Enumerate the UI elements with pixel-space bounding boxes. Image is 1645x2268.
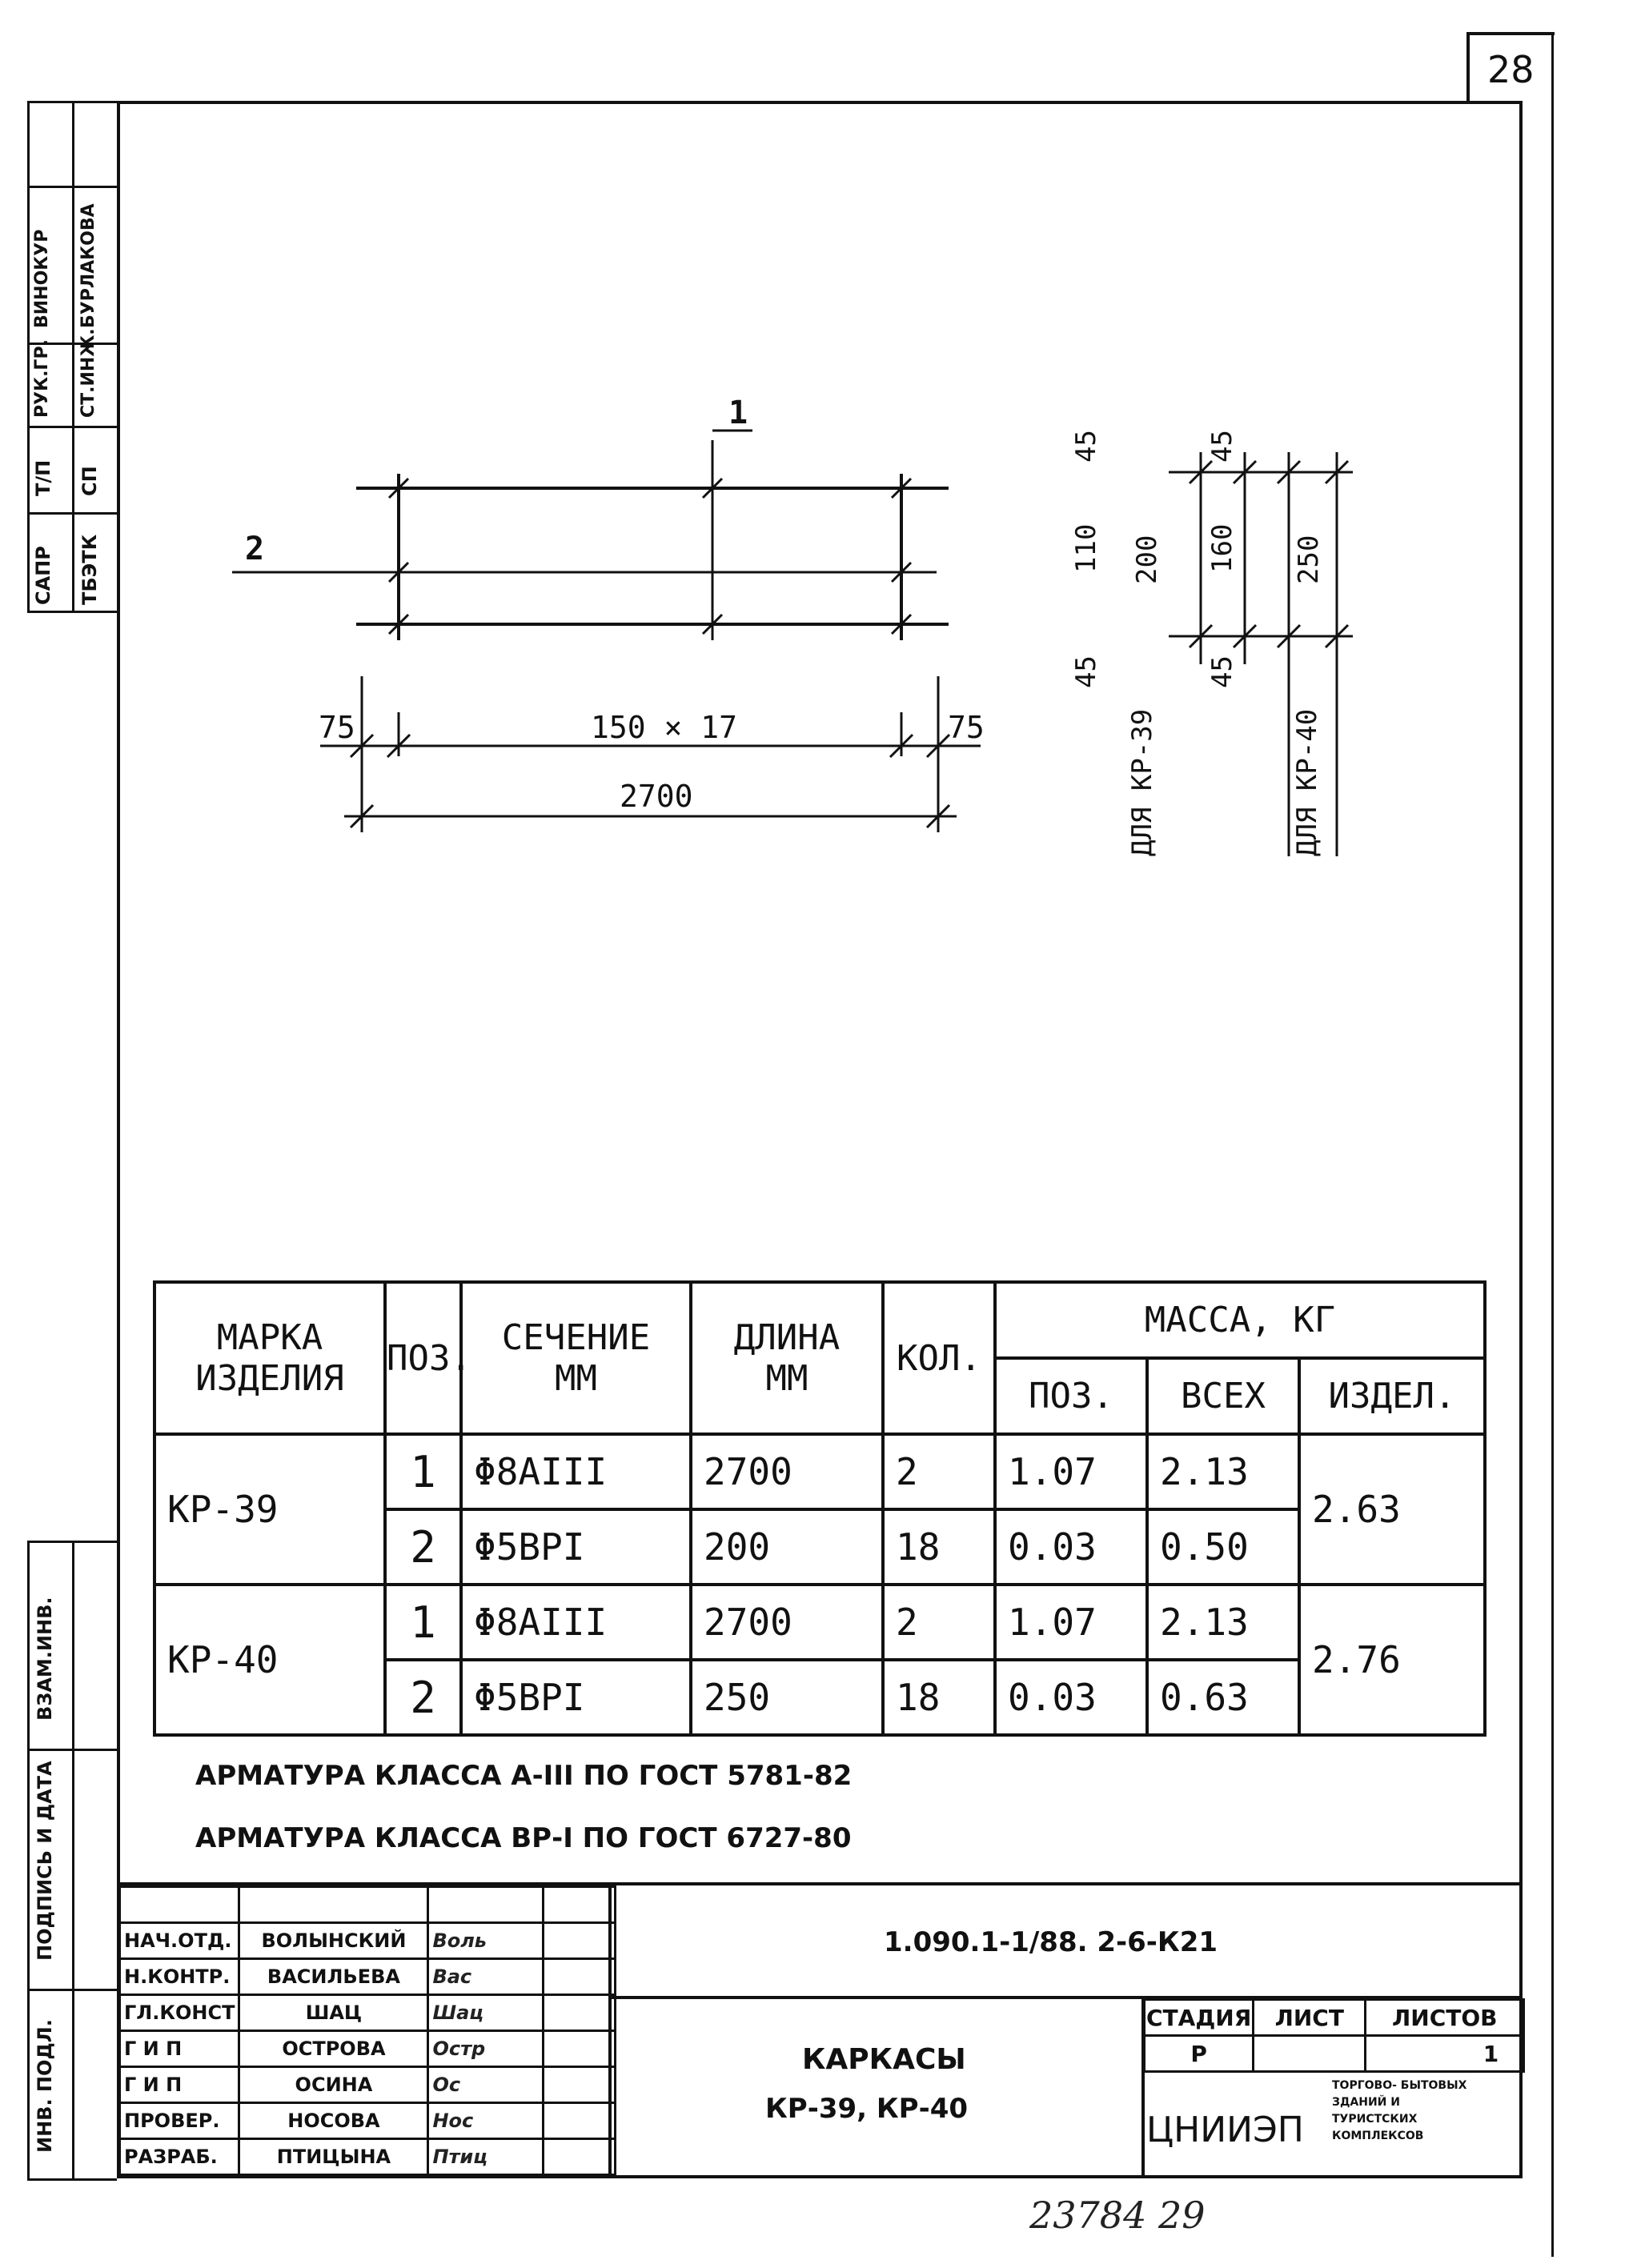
sig-role: Н.КОНТР.: [120, 1959, 239, 1995]
cell-pos: 2: [385, 1660, 461, 1735]
organization-description: ТОРГОВО- БЫТОВЫХ ЗДАНИЙ И ТУРИСТСКИХ КОМПЛЕКСОВ: [1332, 2079, 1467, 2142]
cell-qty: 2: [883, 1585, 995, 1660]
signatures-table: [118, 1885, 616, 2176]
header-mass-all: ВСЕХ: [1147, 1358, 1299, 1434]
sig-signature: Ос: [428, 2067, 544, 2103]
margin-label-sp: СП: [78, 466, 101, 496]
margin-label-podpis-data: ПОДПИСЬ И ДАТА: [34, 1761, 56, 1961]
table-row: [154, 1434, 1485, 1509]
kp39-label: ДЛЯ КР-39: [1126, 708, 1158, 856]
note-1: АРМАТУРА КЛАССА А-III ПО ГОСТ 5781-82: [195, 1760, 853, 1792]
margin-label-burlakova: БУРЛАКОВА: [78, 203, 98, 328]
cell-section: Φ5BPI: [461, 1660, 691, 1735]
sig-name: НОСОВА: [239, 2103, 428, 2139]
cell-section: Φ8AIII: [461, 1434, 691, 1509]
margin-label-tp: Т/П: [32, 459, 54, 496]
cell-length: 250: [691, 1660, 883, 1735]
cell-length: 2700: [691, 1434, 883, 1509]
kp39-dim-total: 200: [1131, 535, 1163, 584]
sheets-value: 1: [1366, 2036, 1524, 2072]
cell-pos: 2: [385, 1509, 461, 1585]
cell-length: 200: [691, 1509, 883, 1585]
cell-mark: КР-40: [154, 1585, 385, 1735]
cell-mass-pos: 1.07: [995, 1585, 1147, 1660]
signature-row: [120, 1923, 616, 1959]
stage-table: [1143, 1998, 1525, 2073]
sheet-number: 28: [1487, 48, 1535, 91]
callout-1: 1: [728, 395, 748, 431]
margin-label-stinzh: СТ.ИНЖ.: [78, 328, 98, 418]
note-2: АРМАТУРА КЛАССА ВР-I ПО ГОСТ 6727-80: [195, 1822, 852, 1854]
header-pos: ПОЗ.: [385, 1282, 461, 1434]
margin-label-tbetk: ТБЭТК: [78, 534, 101, 605]
drawing-title-line-1: КАРКАСЫ: [802, 2043, 966, 2076]
header-mass-pos: ПОЗ.: [995, 1358, 1147, 1434]
left-margin-row-1: [27, 186, 117, 188]
sig-signature: Вас: [428, 1959, 544, 1995]
cell-mass-all: 0.50: [1147, 1509, 1299, 1585]
cell-qty: 18: [883, 1509, 995, 1585]
cell-qty: 18: [883, 1660, 995, 1735]
kp39-dim-bottom: 45: [1070, 655, 1102, 688]
header-length: ДЛИНА ММ: [691, 1282, 883, 1434]
sig-role: РАЗРАБ.: [120, 2139, 239, 2175]
organization-name: ЦНИИЭП: [1146, 2110, 1304, 2150]
sig-name: ВАСИЛЬЕВА: [239, 1959, 428, 1995]
kp39-dim-top: 45: [1070, 430, 1102, 463]
cell-mark: КР-39: [154, 1434, 385, 1585]
sheet-value: [1254, 2036, 1366, 2072]
cell-pos: 1: [385, 1434, 461, 1509]
stage-label: СТАДИЯ: [1145, 2000, 1254, 2036]
signature-row: [120, 2103, 616, 2139]
margin-label-rukgr: РУК.ГР.: [32, 339, 52, 418]
sig-signature: Нос: [428, 2103, 544, 2139]
sig-role: Г И П: [120, 2067, 239, 2103]
drawing-title-line-2: КР-39, КР-40: [765, 2093, 969, 2125]
margin-label-sapr: САПР: [32, 546, 54, 605]
sig-name: ВОЛЫНСКИЙ: [239, 1923, 428, 1959]
cell-section: Φ8AIII: [461, 1585, 691, 1660]
sig-signature: Шац: [428, 1995, 544, 2031]
cell-mass-pos: 0.03: [995, 1660, 1147, 1735]
sig-signature: Воль: [428, 1923, 544, 1959]
left-margin-lower-row-2: [27, 1989, 117, 1991]
cell-mass-item: 2.63: [1299, 1434, 1485, 1585]
signature-row: [120, 2139, 616, 2175]
margin-label-vzam-inv: ВЗАМ.ИНВ.: [34, 1597, 56, 1721]
signature-row: [120, 1959, 616, 1995]
cell-mass-all: 0.63: [1147, 1660, 1299, 1735]
frame-outer-right-line: [1551, 32, 1554, 2257]
stage-value: Р: [1145, 2036, 1254, 2072]
sig-name: ОСТРОВА: [239, 2031, 428, 2067]
sig-role: Г И П: [120, 2031, 239, 2067]
sig-name: ОСИНА: [239, 2067, 428, 2103]
kp40-dim-mid: 160: [1206, 523, 1238, 573]
specification-table: [153, 1280, 1487, 1737]
header-mass: МАССА, КГ: [995, 1282, 1485, 1358]
cell-qty: 2: [883, 1434, 995, 1509]
cell-mass-pos: 0.03: [995, 1509, 1147, 1585]
frame-right-border: [1519, 101, 1523, 2178]
sig-role: ГЛ.КОНСТ: [120, 1995, 239, 2031]
cell-section: Φ5BPI: [461, 1509, 691, 1585]
kp40-dim-total: 250: [1293, 535, 1325, 584]
margin-label-inv-podl: ИНВ. ПОДЛ.: [34, 2019, 56, 2153]
kp40-dim-bottom: 45: [1206, 655, 1238, 688]
cell-mass-item: 2.76: [1299, 1585, 1485, 1735]
sig-signature: Птиц: [428, 2139, 544, 2175]
header-section: СЕЧЕНИЕ ММ: [461, 1282, 691, 1434]
kp40-label: ДЛЯ КР-40: [1291, 708, 1323, 856]
signature-row: [120, 1995, 616, 2031]
cell-mass-all: 2.13: [1147, 1434, 1299, 1509]
sheet-label: ЛИСТ: [1254, 2000, 1366, 2036]
signature-row: [120, 2031, 616, 2067]
dim-left-75: 75: [319, 710, 355, 745]
left-margin-divider: [72, 101, 74, 613]
kp40-dim-top: 45: [1206, 430, 1238, 463]
sig-name: ШАЦ: [239, 1995, 428, 2031]
left-margin-lower-divider: [72, 1541, 74, 2181]
signature-row: [120, 2067, 616, 2103]
handwritten-inventory-number: 23784 29: [1029, 2194, 1206, 2237]
table-row: [154, 1585, 1485, 1660]
document-code: 1.090.1-1/88. 2-6-К21: [884, 1926, 1218, 1958]
header-qty: КОЛ.: [883, 1282, 995, 1434]
sig-role: НАЧ.ОТД.: [120, 1923, 239, 1959]
dim-right-75: 75: [948, 710, 985, 745]
header-mark: МАРКА ИЗДЕЛИЯ: [154, 1282, 385, 1434]
cell-pos: 1: [385, 1585, 461, 1660]
sig-name: ПТИЦЫНА: [239, 2139, 428, 2175]
callout-2: 2: [245, 531, 265, 567]
left-margin-lower-row-1: [27, 1749, 117, 1751]
sheets-label: ЛИСТОВ: [1366, 2000, 1524, 2036]
kp39-dim-mid: 110: [1070, 523, 1102, 573]
dim-total: 2700: [620, 779, 693, 814]
header-mass-item: ИЗДЕЛ.: [1299, 1358, 1485, 1434]
cell-mass-pos: 1.07: [995, 1434, 1147, 1509]
left-margin-row-4: [27, 512, 117, 515]
sig-role: ПРОВЕР.: [120, 2103, 239, 2139]
cell-length: 2700: [691, 1585, 883, 1660]
margin-label-vinokur: ВИНОКУР: [32, 229, 52, 328]
left-margin-row-3: [27, 426, 117, 428]
frame-top-border: [117, 101, 1523, 104]
cell-mass-all: 2.13: [1147, 1585, 1299, 1660]
dim-spacing: 150 × 17: [591, 710, 738, 745]
sig-signature: Остр: [428, 2031, 544, 2067]
